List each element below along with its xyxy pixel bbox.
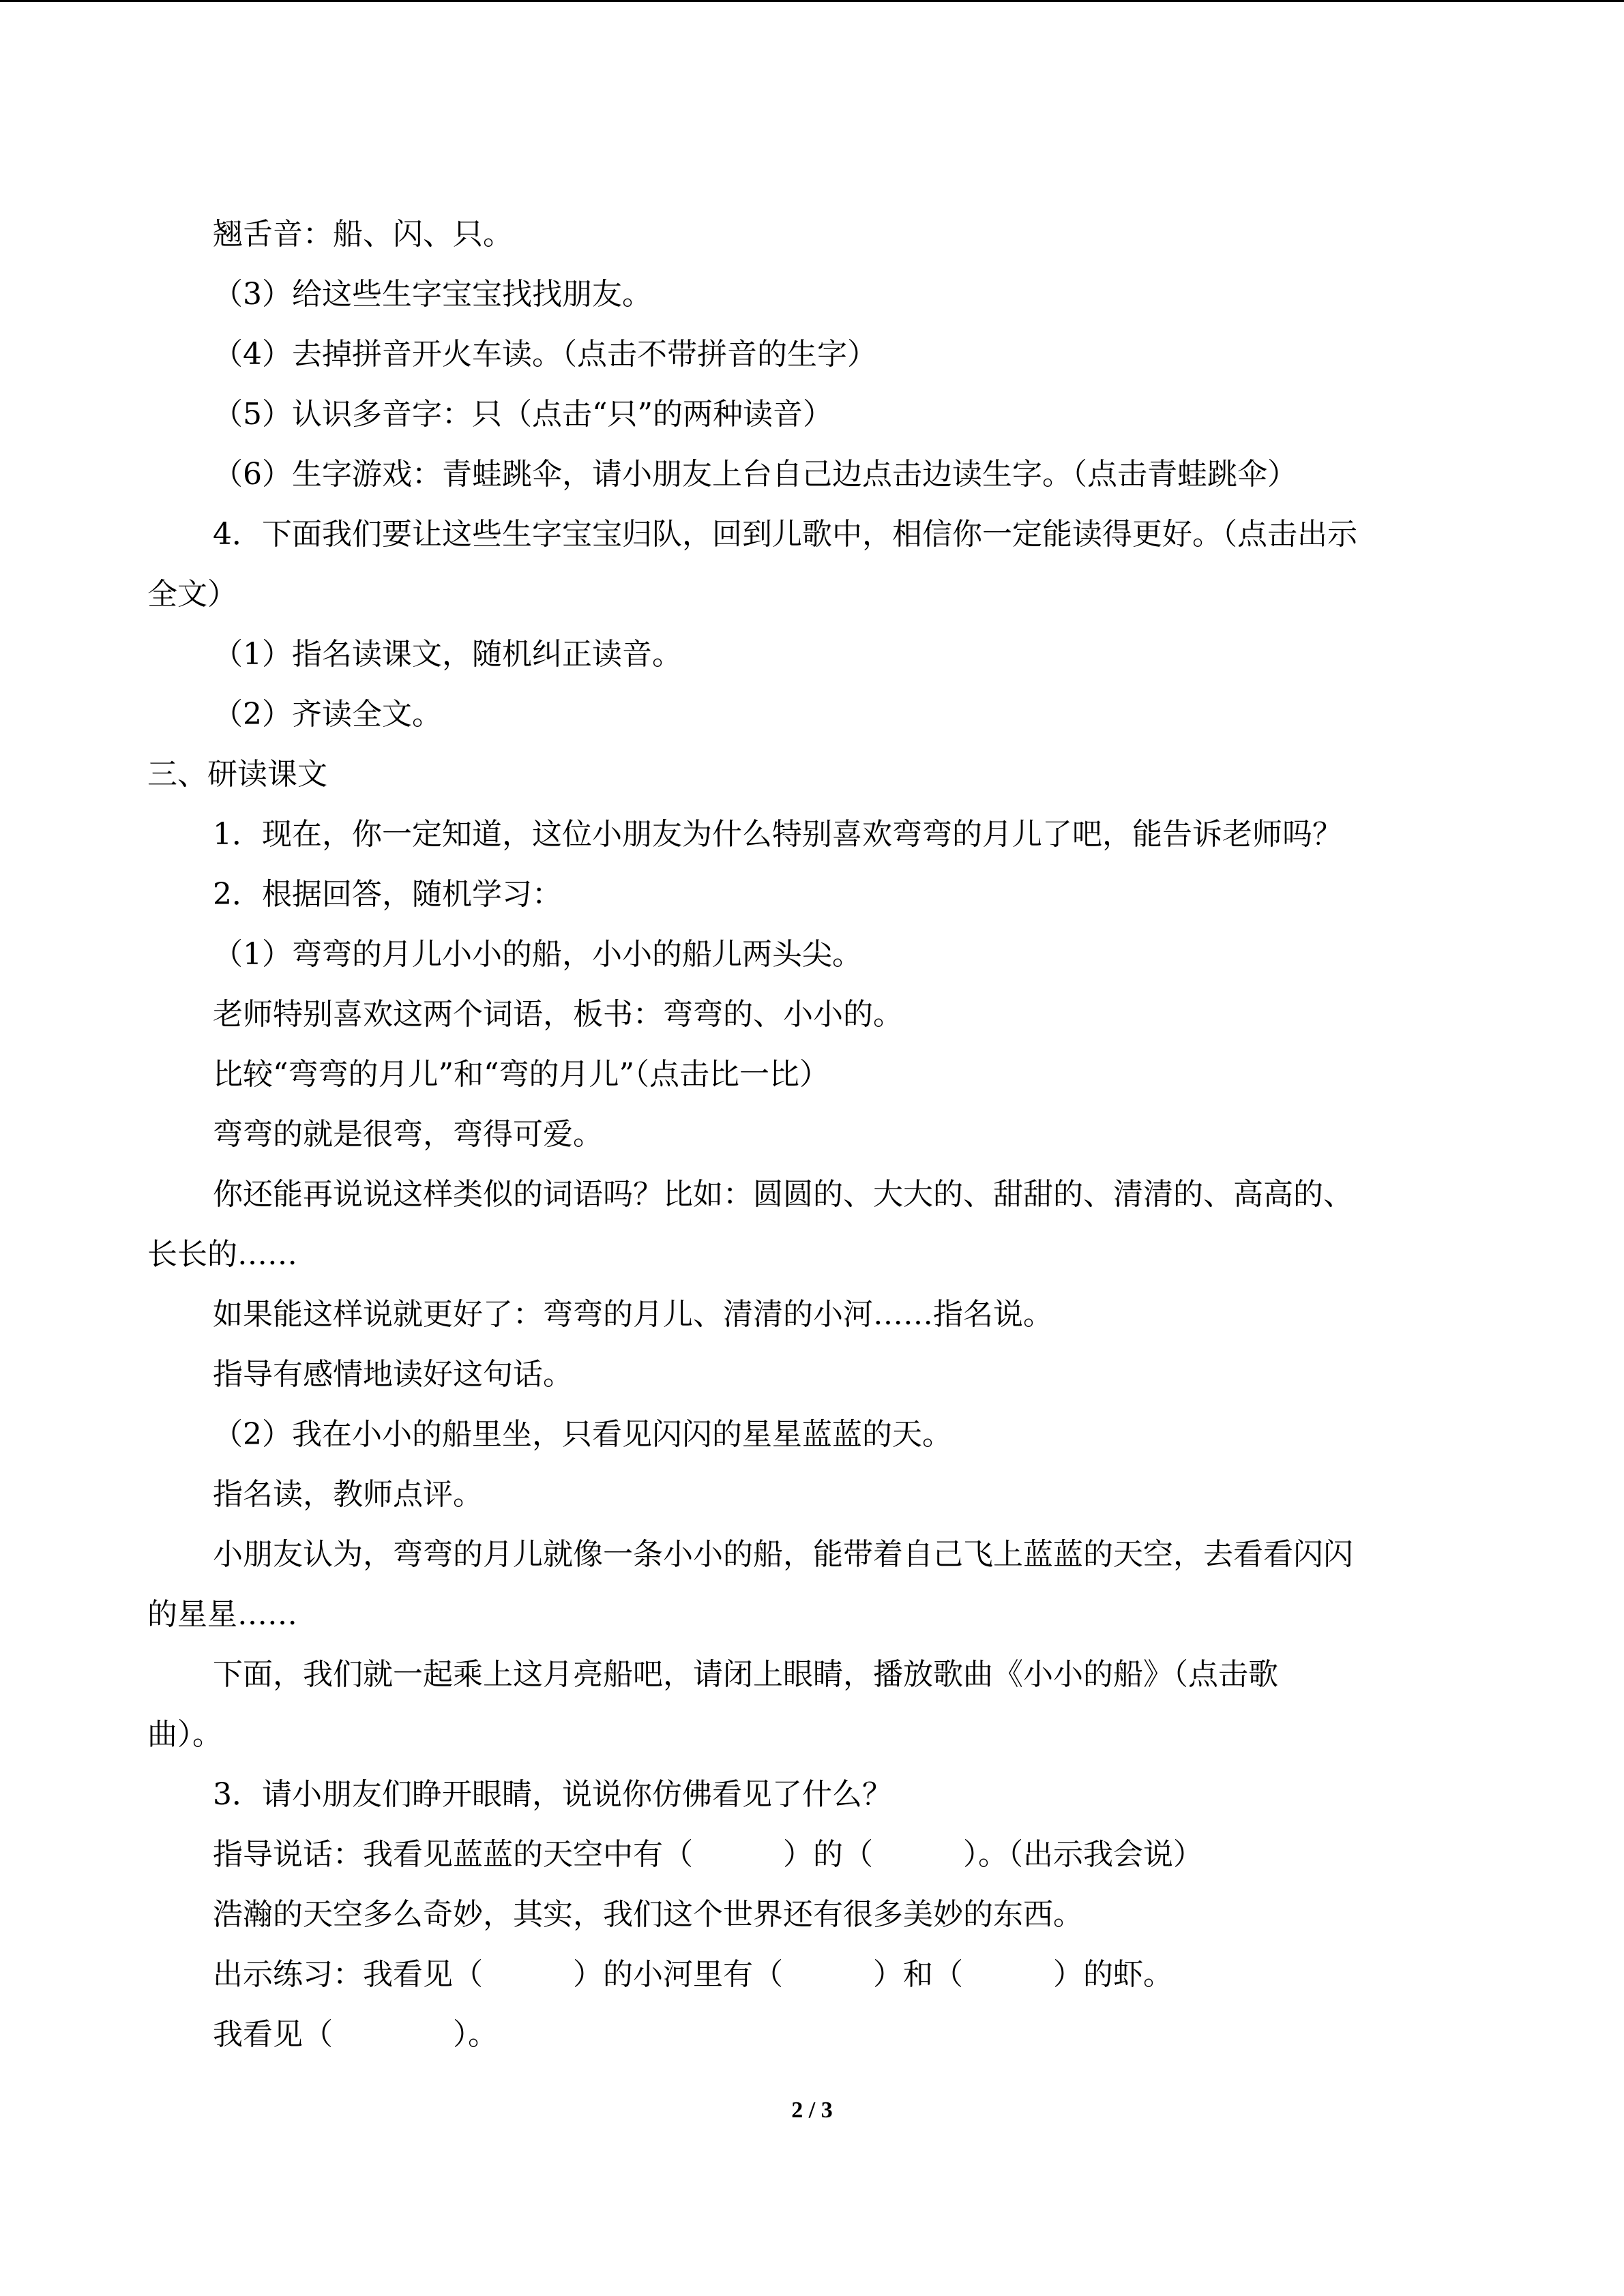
text-line: 4．下面我们要让这些生字宝宝归队，回到儿歌中，相信你一定能读得更好。（点击出示 xyxy=(213,517,1357,552)
text-line: 长长的…… xyxy=(147,1237,297,1272)
text-line: （2）我在小小的船里坐，只看见闪闪的星星蓝蓝的天。 xyxy=(213,1417,952,1452)
top-border-line xyxy=(0,0,1624,2)
text-line: （2）齐读全文。 xyxy=(213,697,442,732)
text-line: 曲）。 xyxy=(147,1717,222,1752)
text-line: 1．现在，你一定知道，这位小朋友为什么特别喜欢弯弯的月儿了吧，能告诉老师吗？ xyxy=(213,817,1342,852)
text-line: 小朋友认为，弯弯的月儿就像一条小小的船，能带着自己飞上蓝蓝的天空，去看看闪闪 xyxy=(213,1537,1353,1572)
text-line: （4）去掉拼音开火车读。（点击不带拼音的生字） xyxy=(213,337,877,372)
text-line: （1）指名读课文，随机纠正读音。 xyxy=(213,637,682,672)
text-line: 指名读，教师点评。 xyxy=(213,1477,483,1512)
text-line: （3）给这些生字宝宝找找朋友。 xyxy=(213,277,652,312)
text-line: 全文） xyxy=(147,577,237,612)
document-body xyxy=(147,205,1477,2065)
text-line: 翘舌音：船、闪、只。 xyxy=(213,217,513,252)
text-line: 下面，我们就一起乘上这月亮船吧，请闭上眼睛，播放歌曲《小小的船》（点击歌 xyxy=(213,1657,1278,1692)
text-line: 比较“弯弯的月儿”和“弯的月儿”（点击比一比） xyxy=(213,1057,829,1092)
text-line: 指导有感情地读好这句话。 xyxy=(213,1357,573,1392)
text-line: 三、研读课文 xyxy=(147,757,327,792)
text-line: 我看见（ ）。 xyxy=(213,2017,498,2052)
text-line: 你还能再说说这样类似的词语吗？比如：圆圆的、大大的、甜甜的、清清的、高高的、 xyxy=(213,1177,1353,1212)
text-line: （5）认识多音字：只（点击“只”的两种读音） xyxy=(213,397,833,432)
text-line: 浩瀚的天空多么奇妙，其实，我们这个世界还有很多美妙的东西。 xyxy=(213,1897,1083,1932)
text-line: 老师特别喜欢这两个词语，板书：弯弯的、小小的。 xyxy=(213,997,903,1032)
text-line: 如果能这样说就更好了：弯弯的月儿、清清的小河……指名说。 xyxy=(213,1297,1053,1332)
text-line: （6）生字游戏：青蛙跳伞，请小朋友上台自己边点击边读生字。（点击青蛙跳伞） xyxy=(213,457,1297,492)
text-line: 2．根据回答，随机学习： xyxy=(213,877,562,912)
text-line: 指导说话：我看见蓝蓝的天空中有（ ）的（ ）。（出示我会说） xyxy=(213,1837,1203,1872)
text-line: 弯弯的就是很弯，弯得可爱。 xyxy=(213,1117,603,1152)
text-line: 3．请小朋友们睁开眼睛，说说你仿佛看见了什么？ xyxy=(213,1777,892,1812)
text-line: 出示练习：我看见（ ）的小河里有（ ）和（ ）的虾。 xyxy=(213,1957,1173,1992)
text-line: 的星星…… xyxy=(147,1597,297,1632)
page-number: 2 / 3 xyxy=(791,2098,833,2123)
text-line: （1）弯弯的月儿小小的船，小小的船儿两头尖。 xyxy=(213,937,862,972)
